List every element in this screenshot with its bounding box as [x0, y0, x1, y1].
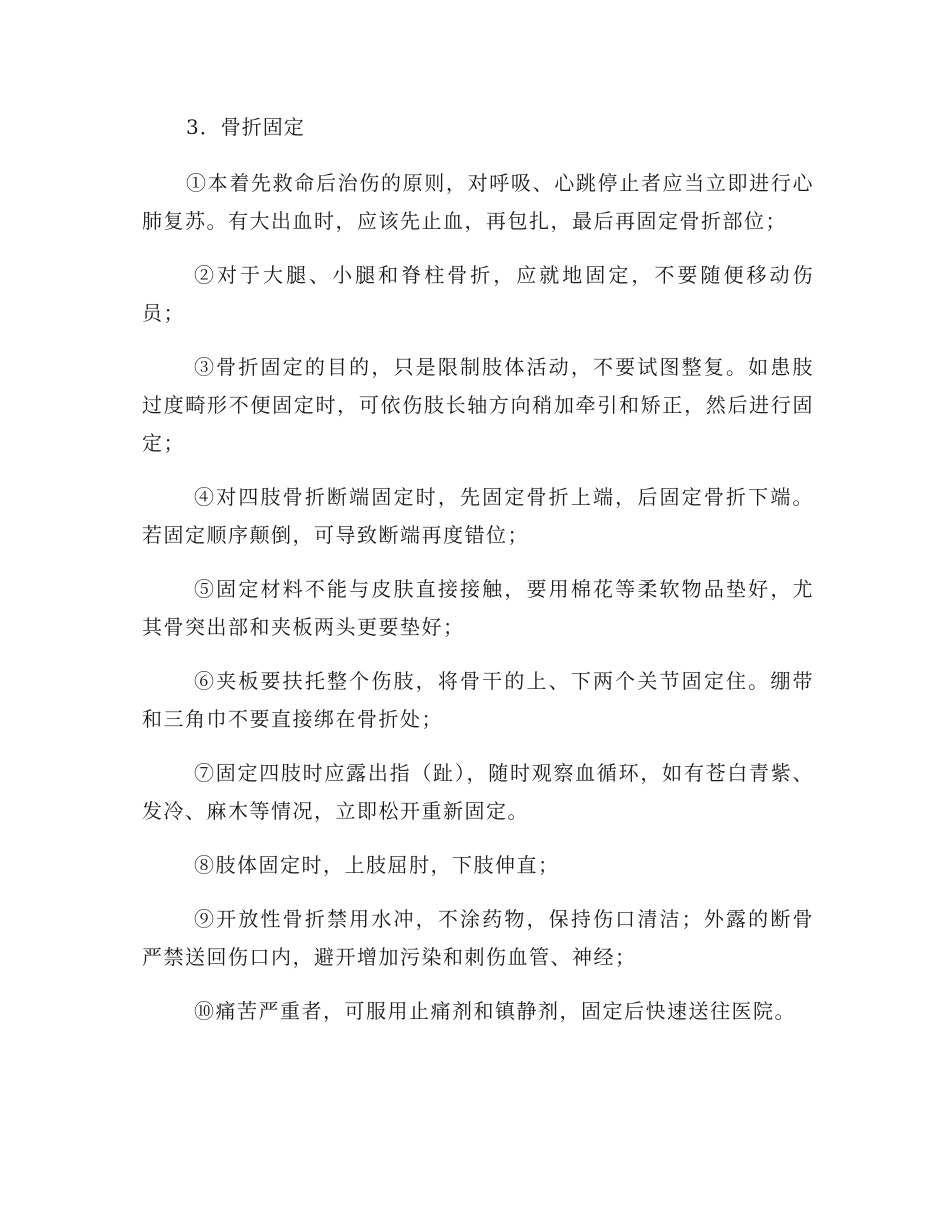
paragraph-2: ②对于大腿、小腿和脊柱骨折，应就地固定，不要随便移动伤员； [142, 263, 814, 325]
paragraph-6: ⑥夹板要扶托整个伤肢，将骨干的上、下两个关节固定住。绷带和三角巾不要直接绑在骨折处； [142, 669, 814, 731]
paragraph-10: ⑩痛苦严重者，可服用止痛剂和镇静剂，固定后快速送往医院。 [194, 999, 796, 1023]
paragraph-5: ⑤固定材料不能与皮肤直接接触，要用棉花等柔软物品垫好，尤其骨突出部和夹板两头更要垫好； [142, 577, 814, 639]
paragraph-8: ⑧肢体固定时，上肢屈肘，下肢伸直； [194, 853, 560, 877]
paragraph-1: ①本着先救命后治伤的原则，对呼吸、心跳停止者应当立即进行心肺复苏。有大出血时，应该先止血，再包扎，最后再固定骨折部位； [142, 171, 814, 233]
section-heading: 3．骨折固定 [186, 115, 305, 139]
paragraph-4: ④对四肢骨折断端固定时，先固定骨折上端，后固定骨折下端。若固定顺序颠倒，可导致断端再度错位； [142, 485, 814, 547]
paragraph-9: ⑨开放性骨折禁用水冲，不涂药物，保持伤口清洁；外露的断骨严禁送回伤口内，避开增加污染和刺伤血管、神经； [142, 907, 814, 969]
paragraph-3: ③骨折固定的目的，只是限制肢体活动，不要试图整复。如患肢过度畸形不便固定时，可依伤肢长轴方向稍加牵引和矫正，然后进行固定； [142, 355, 814, 455]
document-body [142, 108, 814, 1046]
paragraph-7: ⑦固定四肢时应露出指（趾），随时观察血循环，如有苍白青紫、发冷、麻木等情况，立即松开重新固定。 [142, 761, 814, 823]
